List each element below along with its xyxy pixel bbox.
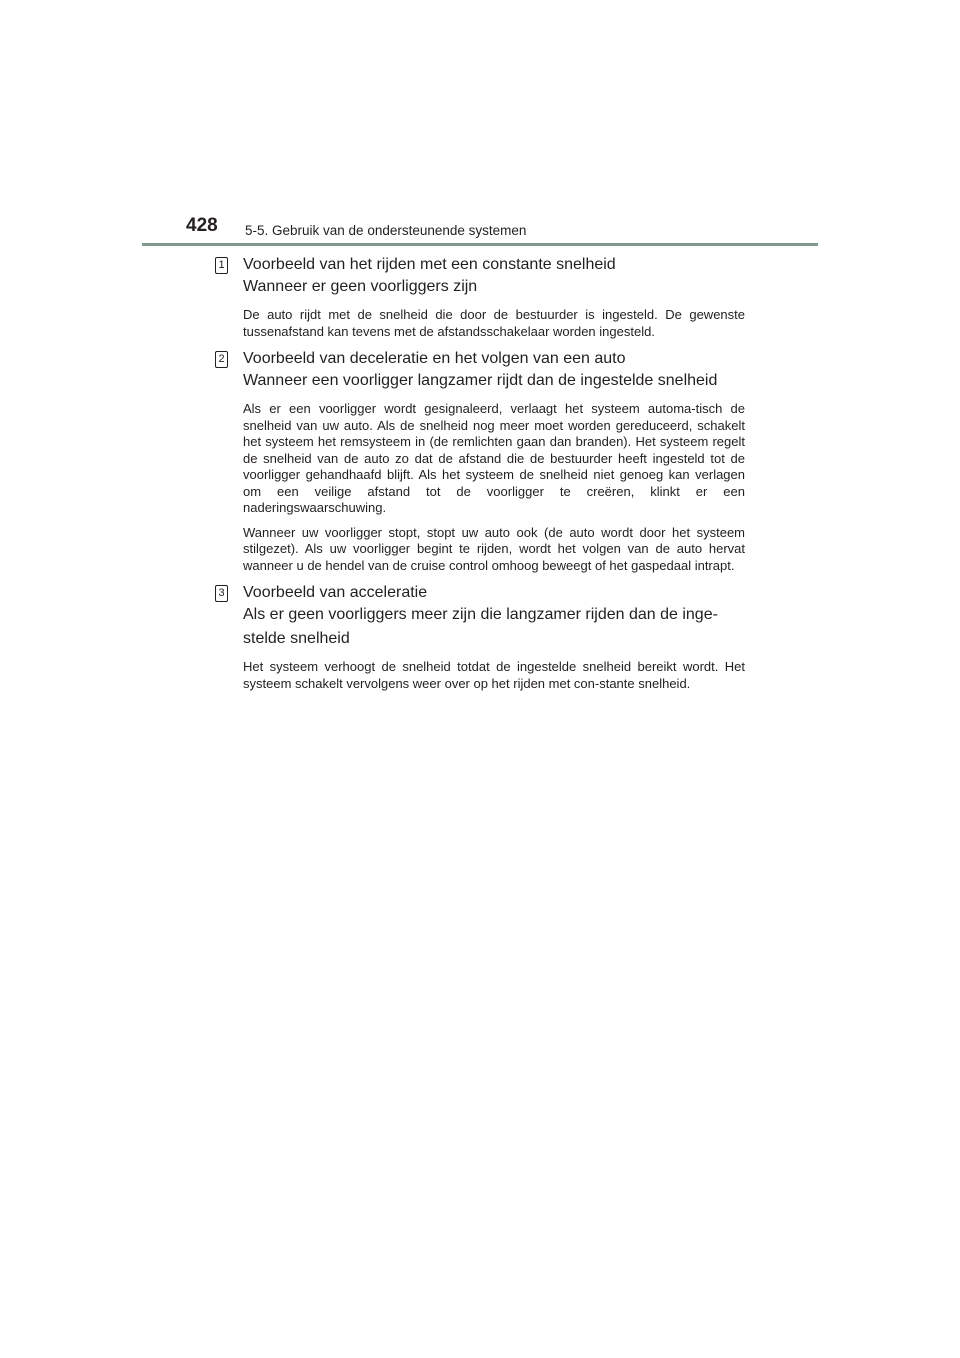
list-item	[215, 582, 745, 692]
list-item	[215, 254, 745, 340]
item-number-badge: 3	[215, 585, 228, 602]
item-paragraph: Het systeem verhoogt de snelheid totdat de ingestelde snelheid bereikt wordt. Het systeem schakelt vervolgens weer over op het rijden met con-stante snelheid.	[243, 659, 745, 691]
item-subheading: Wanneer er geen voorliggers zijn	[243, 278, 478, 295]
item-paragraph: De auto rijdt met de snelheid die door de bestuurder is ingesteld. De gewenste tussenafstand kan tevens met de afstandsschakelaar worden ingesteld.	[243, 307, 745, 339]
section-title: 5-5. Gebruik van de ondersteunende systemen	[245, 223, 527, 238]
item-number-badge: 2	[215, 351, 228, 368]
item-subheading: Als er geen voorliggers meer zijn die langzamer rijden dan de inge-stelde snelheid	[243, 606, 718, 647]
item-paragraph: Als er een voorligger wordt gesignaleerd, verlaagt het systeem automa-tisch de snelheid van uw auto. Als de snelheid nog meer moet worden gereduceerd, schakelt het systeem het remsysteem in (de remlichten gaan dan branden). Het systeem regelt de snelheid van de auto zo dat de afstand die de bestuurder heeft ingesteld tot de voorligger gehandhaafd blijft. Als het systeem de snelheid niet genoeg kan verlagen om een veilige afstand tot de voorligger te creëren, klinkt er een naderingswaarschuwing.	[243, 401, 745, 515]
list-item	[215, 348, 745, 574]
item-number-badge: 1	[215, 257, 228, 274]
item-heading: Voorbeeld van deceleratie en het volgen van een auto	[243, 350, 626, 367]
item-heading: Voorbeeld van acceleratie	[243, 584, 428, 601]
item-subheading: Wanneer een voorligger langzamer rijdt dan de ingestelde snelheid	[243, 372, 718, 389]
header-rule	[142, 243, 818, 246]
item-heading: Voorbeeld van het rijden met een constante snelheid	[243, 256, 616, 273]
page-number: 428	[186, 215, 218, 236]
content	[215, 254, 745, 700]
item-paragraph: Wanneer uw voorligger stopt, stopt uw auto ook (de auto wordt door het systeem stilgezet). Als uw voorligger begint te rijden, wordt het volgen van de auto hervat wanneer u de hendel van de cruise control omhoog beweegt of het gaspedaal intrapt.	[243, 524, 745, 573]
